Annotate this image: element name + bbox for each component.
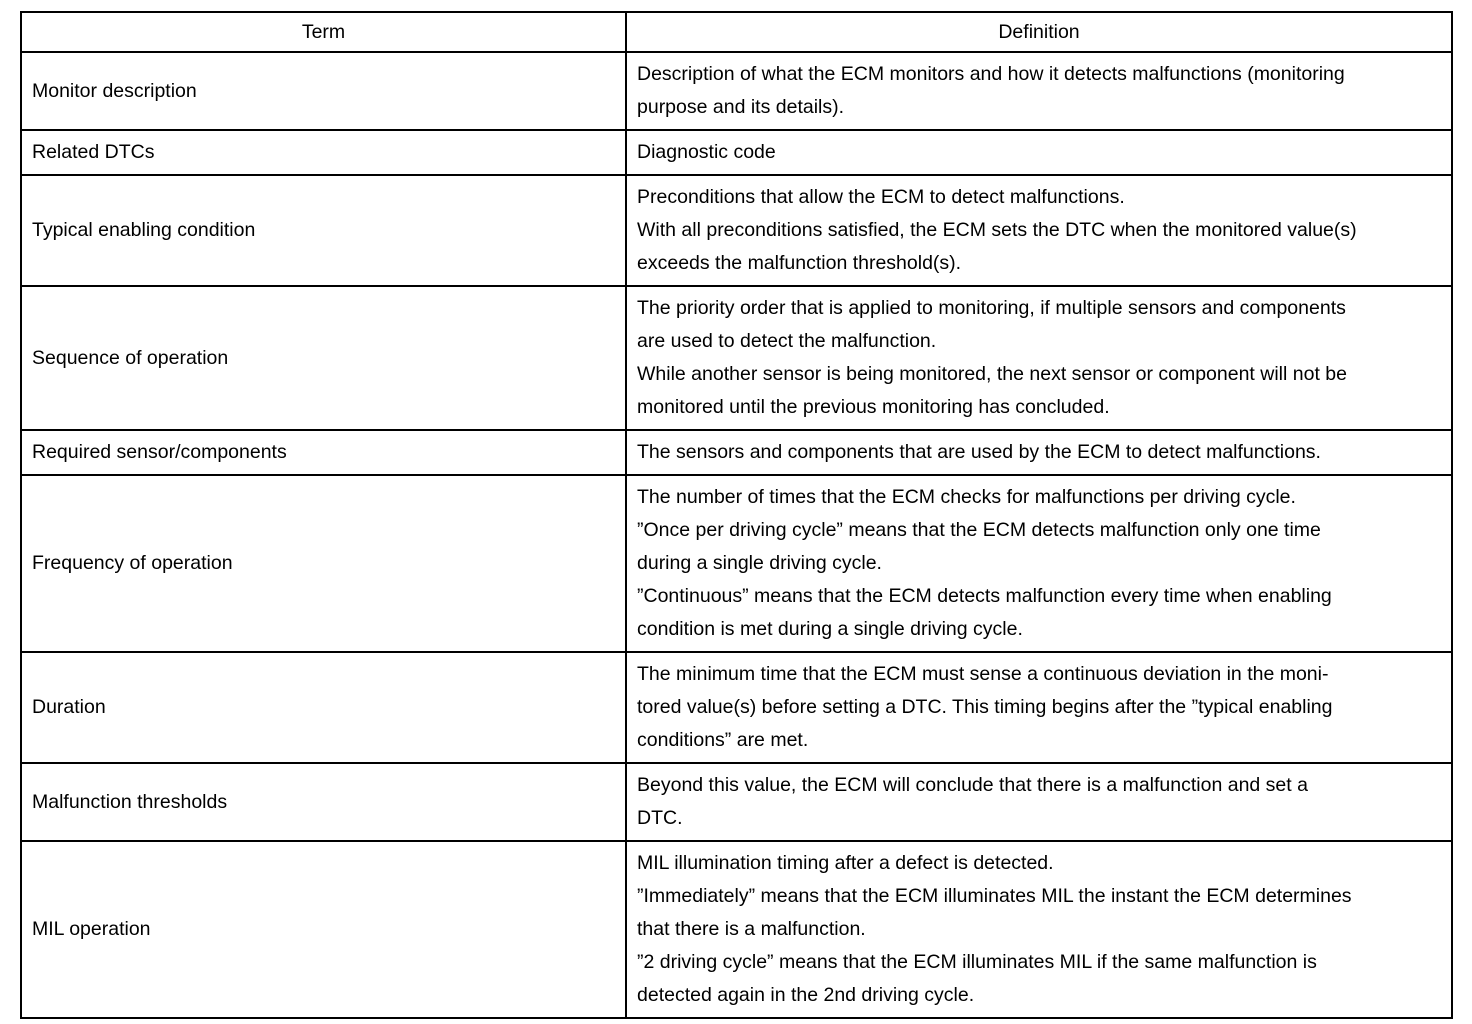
table-row — [21, 175, 1452, 286]
table-row — [21, 52, 1452, 130]
definition-line: Beyond this value, the ECM will conclude that there is a malfunction and set a — [637, 774, 1308, 796]
definition-column-header: Definition — [626, 12, 1452, 52]
definition-line: Preconditions that allow the ECM to detect malfunctions. — [637, 186, 1125, 208]
definition-cell — [626, 430, 1452, 475]
term-cell: Duration — [21, 652, 626, 763]
definition-line: While another sensor is being monitored, the next sensor or component will not be — [637, 363, 1347, 385]
definition-line: The number of times that the ECM checks for malfunctions per driving cycle. — [637, 486, 1296, 508]
table-row — [21, 430, 1452, 475]
definition-line: that there is a malfunction. — [637, 918, 866, 940]
table-row — [21, 286, 1452, 430]
definition-line: With all preconditions satisfied, the ECM sets the DTC when the monitored value(s) — [637, 219, 1357, 241]
table-row — [21, 475, 1452, 652]
term-cell: MIL operation — [21, 841, 626, 1018]
definition-line: DTC. — [637, 807, 683, 829]
definition-line: exceeds the malfunction threshold(s). — [637, 252, 962, 274]
definition-line: ”Continuous” means that the ECM detects malfunction every time when enabling — [637, 585, 1332, 607]
definition-cell — [626, 130, 1452, 175]
definitions-table — [20, 11, 1453, 1019]
definition-line: MIL illumination timing after a defect is detected. — [637, 852, 1054, 874]
term-cell: Malfunction thresholds — [21, 763, 626, 841]
definition-line: tored value(s) before setting a DTC. This timing begins after the ”typical enabling — [637, 696, 1333, 718]
definition-cell — [626, 841, 1452, 1018]
term-cell: Sequence of operation — [21, 286, 626, 430]
definition-cell — [626, 175, 1452, 286]
definition-cell — [626, 52, 1452, 130]
definition-line: The minimum time that the ECM must sense a continuous deviation in the moni- — [637, 663, 1329, 685]
definition-line: ”2 driving cycle” means that the ECM illuminates MIL if the same malfunction is — [637, 951, 1317, 973]
table-row — [21, 652, 1452, 763]
term-cell: Frequency of operation — [21, 475, 626, 652]
table-row — [21, 130, 1452, 175]
definition-line: ”Immediately” means that the ECM illuminates MIL the instant the ECM determines — [637, 885, 1352, 907]
definition-line: are used to detect the malfunction. — [637, 330, 937, 352]
term-cell: Monitor description — [21, 52, 626, 130]
definition-line: Diagnostic code — [637, 141, 776, 163]
definition-cell — [626, 652, 1452, 763]
term-cell: Required sensor/components — [21, 430, 626, 475]
table-row — [21, 841, 1452, 1018]
term-cell: Related DTCs — [21, 130, 626, 175]
definition-line: Description of what the ECM monitors and how it detects malfunctions (monitoring — [637, 63, 1345, 85]
definition-line: monitored until the previous monitoring has concluded. — [637, 396, 1110, 418]
table-row — [21, 763, 1452, 841]
definition-cell — [626, 286, 1452, 430]
definition-line: conditions” are met. — [637, 729, 809, 751]
definition-line: detected again in the 2nd driving cycle. — [637, 984, 975, 1006]
definition-cell — [626, 763, 1452, 841]
definition-line: The priority order that is applied to monitoring, if multiple sensors and components — [637, 297, 1346, 319]
definition-line: during a single driving cycle. — [637, 552, 882, 574]
definition-line: purpose and its details). — [637, 96, 845, 118]
definition-line: condition is met during a single driving cycle. — [637, 618, 1023, 640]
definition-line: ”Once per driving cycle” means that the ECM detects malfunction only one time — [637, 519, 1321, 541]
definition-cell — [626, 475, 1452, 652]
term-column-header: Term — [21, 12, 626, 52]
term-cell: Typical enabling condition — [21, 175, 626, 286]
definition-line: The sensors and components that are used by the ECM to detect malfunctions. — [637, 441, 1321, 463]
header-row — [21, 12, 1452, 52]
